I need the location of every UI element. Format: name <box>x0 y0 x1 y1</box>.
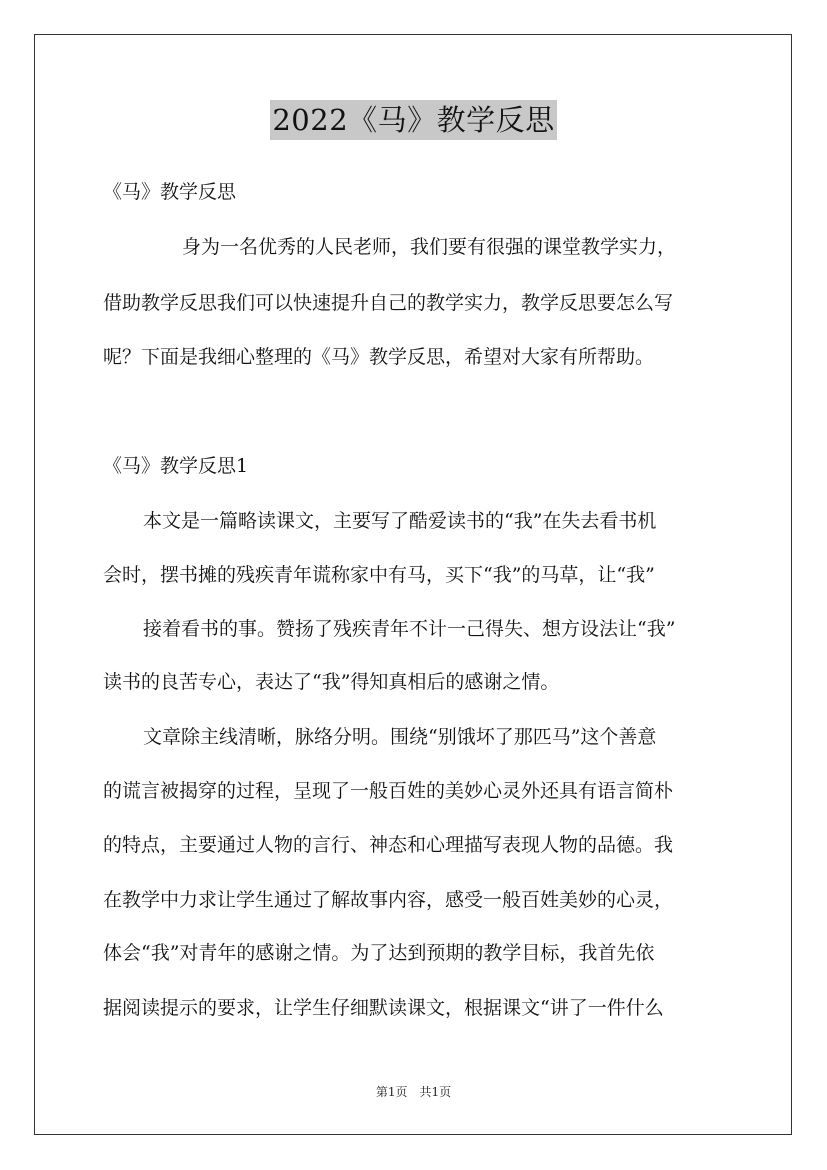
intro-line-2: 借助教学反思我们可以快速提升自己的教学实力，教学反思要怎么写 <box>103 292 674 314</box>
body-line-7: 的特点，主要通过人物的言行、神态和心理描写表现人物的品德。我 <box>103 834 674 856</box>
intro-line-3: 呢？下面是我细心整理的《马》教学反思，希望对大家有所帮助。 <box>103 346 655 368</box>
title-container <box>0 100 827 140</box>
body-line-8: 在教学中力求让学生通过了解故事内容，感受一般百姓美妙的心灵， <box>103 889 674 911</box>
body-line-5: 文章除主线清晰，脉络分明。围绕“别饿坏了那匹马”这个善意 <box>143 726 657 748</box>
subtitle: 《马》教学反思 <box>103 181 237 203</box>
body-line-1: 本文是一篇略读课文，主要写了酷爱读书的“我”在失去看书机 <box>143 510 657 532</box>
page-footer: 第1页 共1页 <box>375 1085 452 1099</box>
document-title: 2022《马》教学反思 <box>270 100 556 140</box>
body-line-10: 据阅读提示的要求，让学生仔细默读课文，根据课文“讲了一件什么 <box>103 997 664 1019</box>
body-line-2: 会时，摆书摊的残疾青年谎称家中有马，买下“我”的马草，让“我” <box>103 564 655 586</box>
body-line-9: 体会“我”对青年的感谢之情。为了达到预期的教学目标，我首先依 <box>103 942 655 964</box>
intro-line-1: 身为一名优秀的人民老师，我们要有很强的课堂教学实力， <box>182 236 677 258</box>
body-line-6: 的谎言被揭穿的过程，呈现了一般百姓的美妙心灵外还具有语言简朴 <box>103 780 674 802</box>
body-line-3: 接着看书的事。赞扬了残疾青年不计一己得失、想方设法让“我” <box>143 618 676 640</box>
body-line-4: 读书的良苦专心，表达了“我”得知真相后的感谢之情。 <box>103 671 560 693</box>
section-heading: 《马》教学反思1 <box>103 455 249 477</box>
